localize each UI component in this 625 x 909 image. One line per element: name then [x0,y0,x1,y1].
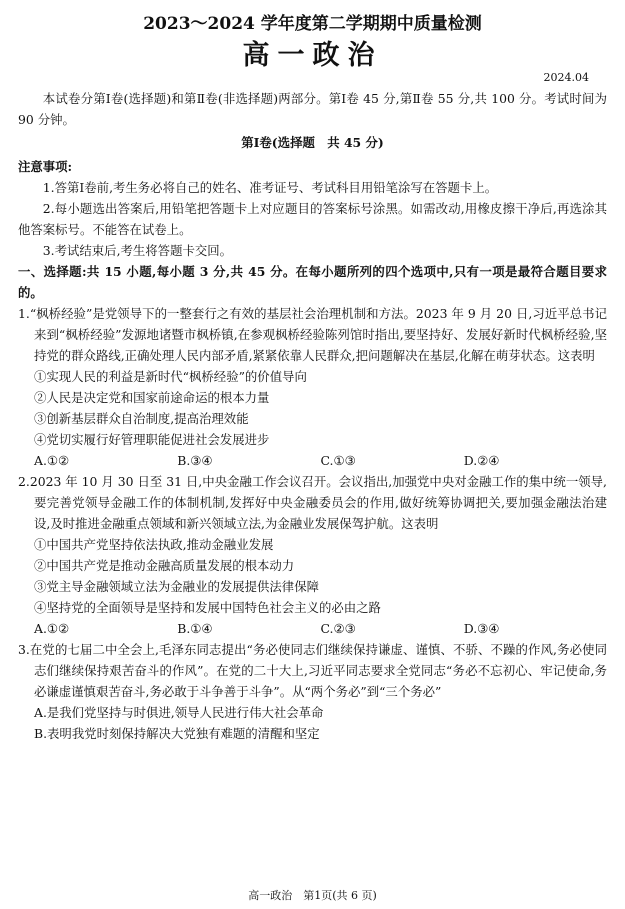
subject-title: 高一政治 [242,40,383,71]
exam-title: 2023～2024 学年度第二学期期中质量检测 [143,14,482,34]
question-1 [18,303,607,471]
choice-b: B.③④ [177,453,213,468]
statement-option: ②中国共产党是推动金融高质量发展的根本动力 [34,558,295,573]
choice-c: C.①③ [320,453,356,468]
question-stem: 1.“枫桥经验”是党领导下的一整套行之有效的基层社会治理机制和方法。2023 年 9 月 20 日,习近平总书记来到“枫桥经验”发源地诸暨市枫桥镇,在参观枫桥经验陈列馆时指出,要坚持好、发展好新时代枫桥经验,坚持党的群众路线,正确处理人民内部矛盾,紧紧依靠人民群众,把问题解决在基层,化解在萌芽状态。这表明 [18,306,607,363]
section-title: 第Ⅰ卷(选择题 共 45 分) [241,135,384,150]
question-stem: 3.在党的七届二中全会上,毛泽东同志提出“务必使同志们继续保持谦虚、谨慎、不骄、不躁的作风,务必使同志们继续保持艰苦奋斗的作风”。在党的二十大上,习近平同志要求全党同志“务必不忘初心、牢记使命,务必谦虚谨慎艰苦奋斗,务必敢于斗争善于斗争”。从“两个务必”到“三个务必” [18,642,607,699]
statement-option: ①中国共产党坚持依法执政,推动金融业发展 [34,537,274,552]
page-footer: 高一政治 第1页(共 6 页) [248,889,377,902]
intro-text: 本试卷分第Ⅰ卷(选择题)和第Ⅱ卷(非选择题)两部分。第Ⅰ卷 45 分,第Ⅱ卷 55 分,共 100 分。考试时间为 90 分钟。 [18,91,607,127]
statement-option: ④坚持党的全面领导是坚持和发展中国特色社会主义的必由之路 [34,600,381,615]
note-item: 3.考试结束后,考生将答题卡交回。 [42,243,233,258]
choice-d: D.③④ [463,621,500,636]
answer-choices [18,450,607,471]
notes-title: 注意事项: [18,159,73,174]
note-item: 2.每小题选出答案后,用铅笔把答题卡上对应题目的答案标号涂黑。如需改动,用橡皮擦干净后,再选涂其他答案标号。不能答在试卷上。 [18,201,607,237]
statement-option: ③创新基层群众自治制度,提高治理效能 [34,411,249,426]
choice-a: A.①② [34,453,70,468]
choice-a: A.①② [34,621,70,636]
exam-date: 2024.04 [543,71,589,84]
statement-option: ②人民是决定党和国家前途命运的根本力量 [34,390,270,405]
statement-option: ④党切实履行好管理职能促进社会发展进步 [34,432,270,447]
statement-option: ③党主导金融领域立法为金融业的发展提供法律保障 [34,579,319,594]
statement-option: ①实现人民的利益是新时代“枫桥经验”的价值导向 [34,369,307,384]
question-2 [18,471,607,639]
choice-d: D.②④ [463,453,500,468]
question-3 [18,639,607,744]
question-stem: 2.2023 年 10 月 30 日至 31 日,中央金融工作会议召开。会议指出,加强党中央对金融工作的集中统一领导,要完善党领导金融工作的体制机制,发挥好中央金融委员会的作用,做好统筹协调把关,要加强金融法治建设,及时推进金融重点领域和新兴领域立法,为金融业发展保驾护航。这表明 [18,474,607,531]
part1-heading: 一、选择题:共 15 小题,每小题 3 分,共 45 分。在每小题所列的四个选项中,只有一项是最符合题目要求的。 [18,264,607,300]
choice-option: A.是我们党坚持与时俱进,领导人民进行伟大社会革命 [34,705,324,720]
answer-choices [18,618,607,639]
choice-c: C.②③ [320,621,356,636]
choice-option: B.表明我党时刻保持解决大党独有难题的清醒和坚定 [34,726,320,741]
note-item: 1.答第Ⅰ卷前,考生务必将自己的姓名、准考证号、考试科目用铅笔涂写在答题卡上。 [42,180,498,195]
choice-b: B.①④ [177,621,213,636]
